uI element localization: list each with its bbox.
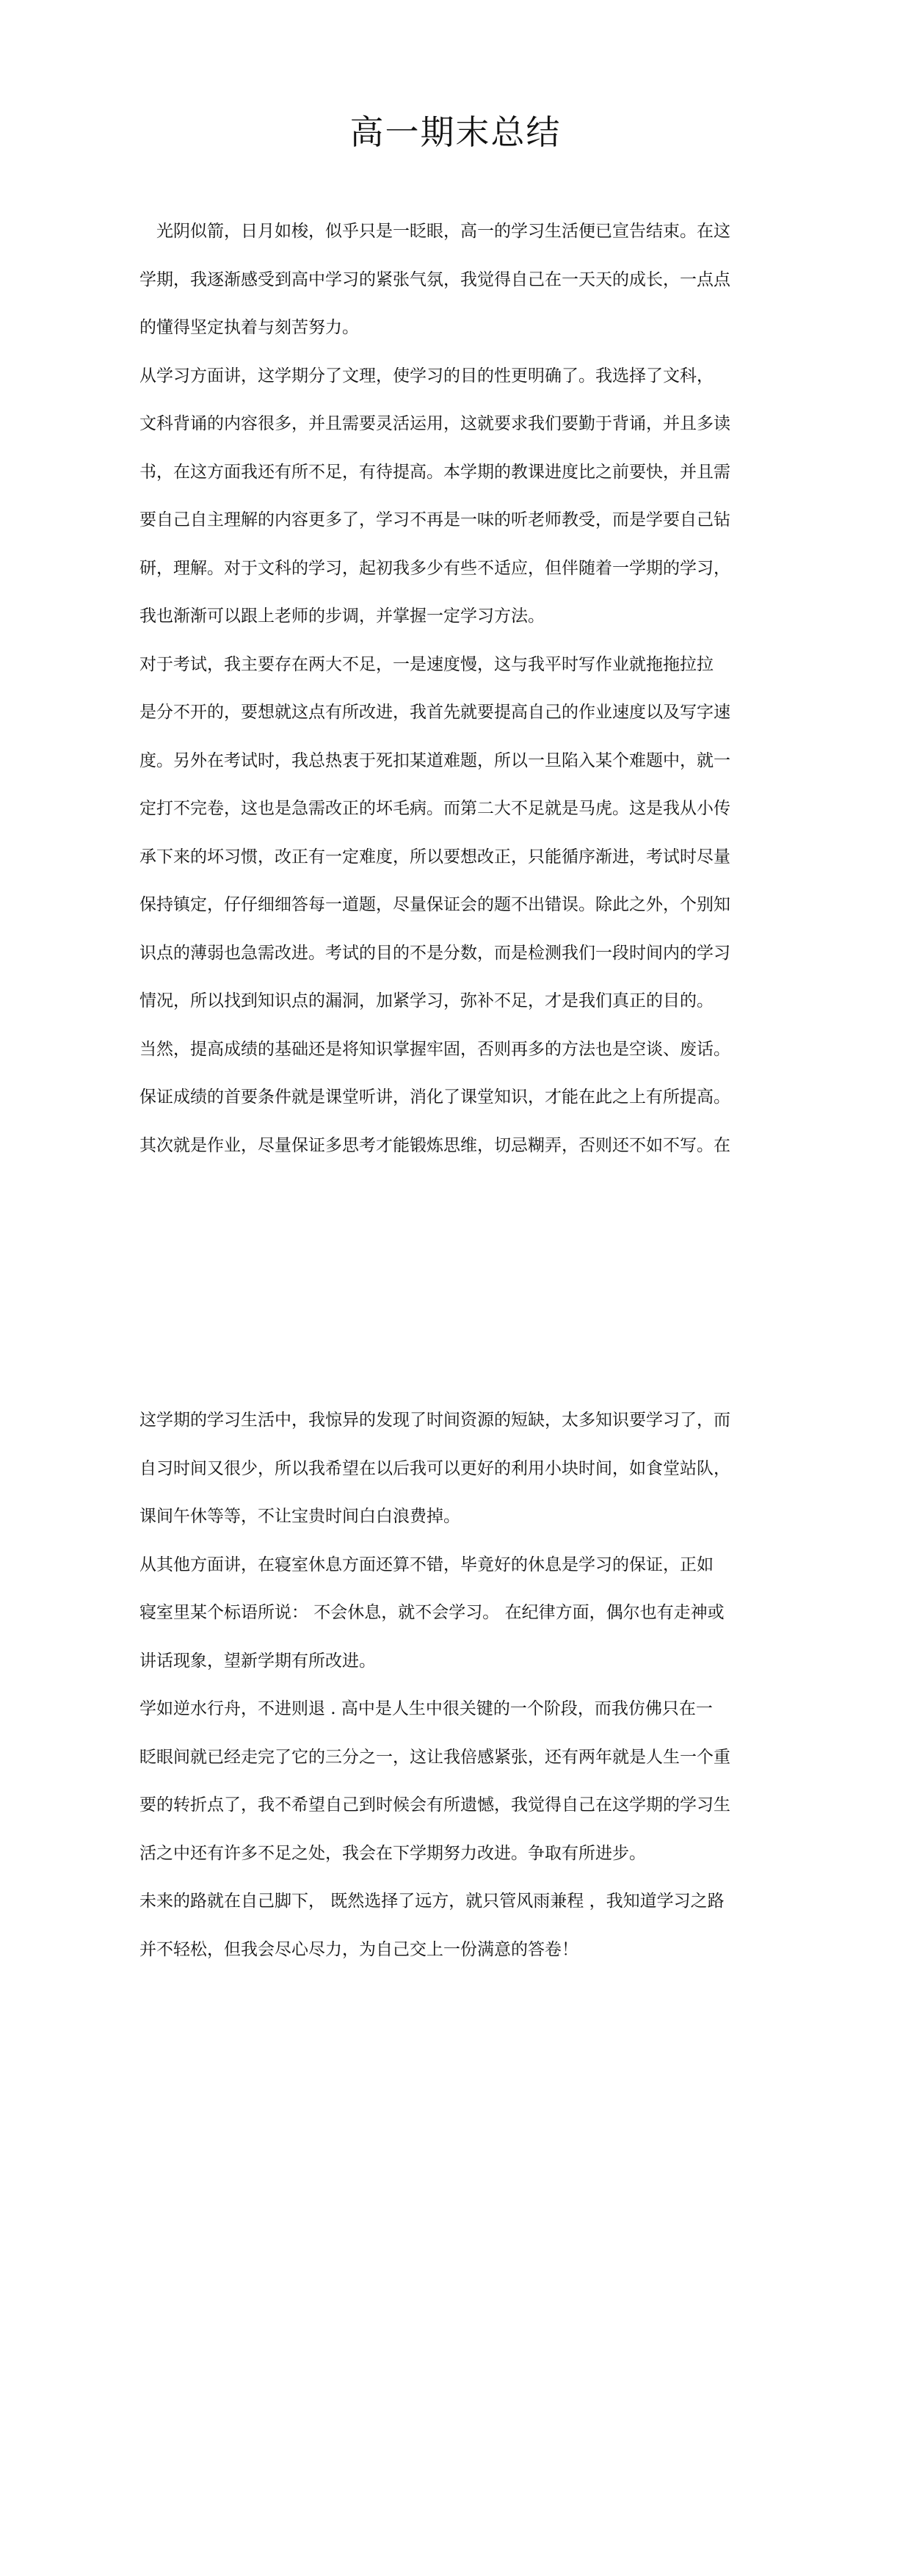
paragraph-study	[139, 352, 785, 641]
text-line: 度。另外在考试时，我总热衷于死扣某道难题，所以一旦陷入某个难题中，就一	[139, 750, 730, 770]
text-line: 寝室里某个标语所说： 不会休息，就不会学习。 在纪律方面，偶尔也有走神或	[139, 1603, 725, 1622]
text-line: 保证成绩的首要条件就是课堂听讲，消化了课堂知识，才能在此之上有所提高。	[139, 1088, 730, 1107]
paragraph-progress	[139, 1685, 785, 1878]
text-line: 我也渐渐可以跟上老师的步调，并掌握一定学习方法。	[139, 607, 545, 626]
text-line: 的懂得坚定执着与刻苦努力。	[139, 318, 359, 337]
text-line: 当然，提高成绩的基础还是将知识掌握牢固，否则再多的方法也是空谈、废话。	[139, 1039, 730, 1059]
text-line: 自习时间又很少，所以我希望在以后我可以更好的利用小块时间，如食堂站队，	[139, 1458, 730, 1478]
text-line: 书，在这方面我还有所不足，有待提高。本学期的教课进度比之前要快，并且需	[139, 462, 730, 482]
text-line: 光阴似箭，日月如梭，似乎只是一眨眼，高一的学习生活便已宣告结束。在这	[139, 222, 730, 241]
body-text-page-2	[139, 1397, 785, 1974]
text-line: 并不轻松，但我会尽心尽力，为自己交上一份满意的答卷！	[139, 1939, 578, 1959]
paragraph-intro	[139, 208, 785, 352]
text-line: 识点的薄弱也急需改进。考试的目的不是分数，而是检测我们一段时间内的学习	[139, 943, 730, 963]
body-text-page-1	[139, 208, 785, 1170]
text-line: 讲话现象，望新学期有所改进。	[139, 1651, 376, 1671]
text-line: 对于考试，我主要存在两大不足，一是速度慢，这与我平时写作业就拖拖拉拉	[139, 654, 714, 674]
text-line: 要自己自主理解的内容更多了，学习不再是一味的听老师教受，而是学要自己钻	[139, 510, 730, 529]
text-line: 从其他方面讲，在寝室休息方面还算不错，毕竟好的休息是学习的保证，正如	[139, 1555, 714, 1574]
paragraph-other	[139, 1541, 785, 1686]
text-line: 研，理解。对于文科的学习，起初我多少有些不适应，但伴随着一学期的学习，	[139, 558, 730, 578]
text-line: 要的转折点了，我不希望自己到时候会有所遗憾，我觉得自己在这学期的学习生	[139, 1795, 730, 1815]
text-line: 承下来的坏习惯，改正有一定难度，所以要想改正，只能循序渐进，考试时尽量	[139, 847, 730, 866]
paragraph-time	[139, 1397, 785, 1541]
text-line: 保持镇定，仔仔细细答每一道题，尽量保证会的题不出错误。除此之外，个别知	[139, 895, 730, 914]
paragraph-exams	[139, 641, 785, 1026]
text-line: 活之中还有许多不足之处，我会在下学期努力改进。争取有所进步。	[139, 1843, 646, 1863]
paragraph-conclusion	[139, 1878, 785, 1974]
text-line: 其次就是作业，尽量保证多思考才能锻炼思维，切忌糊弄，否则还不如不写。在	[139, 1135, 730, 1155]
text-line: 这学期的学习生活中，我惊异的发现了时间资源的短缺，太多知识要学习了，而	[139, 1411, 730, 1430]
text-line: 定打不完卷，这也是急需改正的坏毛病。而第二大不足就是马虎。这是我从小传	[139, 799, 730, 818]
text-line: 文科背诵的内容很多，并且需要灵活运用，这就要求我们要勤于背诵，并且多读	[139, 414, 730, 433]
text-line: 未来的路就在自己脚下， 既然选择了远方，就只管风雨兼程 ，我知道学习之路	[139, 1892, 725, 1911]
paragraph-foundation	[139, 1026, 785, 1171]
text-line: 从学习方面讲，这学期分了文理，使学习的目的性更明确了。我选择了文科，	[139, 366, 714, 386]
text-line: 情况，所以找到知识点的漏洞，加紧学习，弥补不足，才是我们真正的目的。	[139, 991, 714, 1010]
text-line: 学如逆水行舟，不进则退 . 高中是人生中很关键的一个阶段，而我仿佛只在一	[139, 1699, 713, 1718]
document-title: 高一期末总结	[349, 112, 562, 152]
text-line: 是分不开的，要想就这点有所改进，我首先就要提高自己的作业速度以及写字速	[139, 703, 730, 722]
text-line: 眨眼间就已经走完了它的三分之一，这让我倍感紧张，还有两年就是人生一个重	[139, 1747, 730, 1767]
text-line: 学期，我逐渐感受到高中学习的紧张气氛，我觉得自己在一天天的成长，一点点	[139, 269, 730, 289]
text-line: 课间午休等等，不让宝贵时间白白浪费掉。	[139, 1507, 460, 1526]
